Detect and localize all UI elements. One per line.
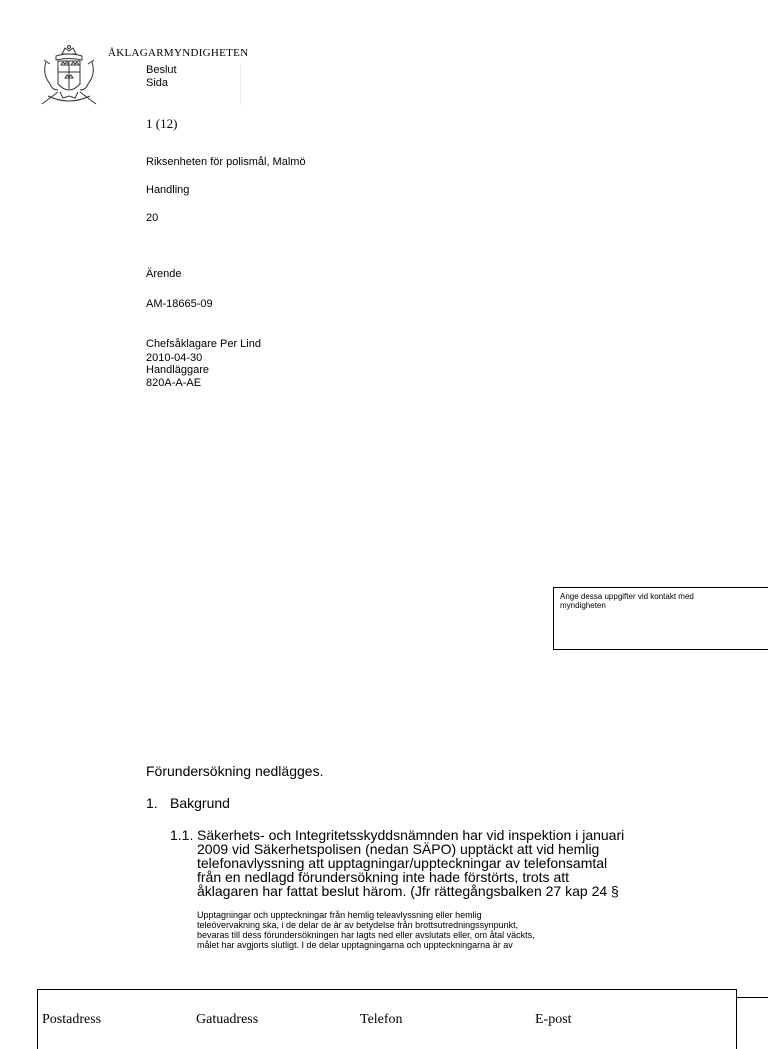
item-line: telefonavlyssning att upptagningar/uppteckningar av telefonsamtal [197, 855, 608, 871]
agency-logo [38, 44, 100, 112]
contact-box [553, 587, 768, 650]
header-divider [240, 62, 242, 106]
quote-line: teleövervakning ska, i de delar de är av betydelse från brottsutredningssynpunkt, [197, 920, 519, 930]
doc-type: Beslut [146, 64, 177, 76]
case-number: AM-18665-09 [146, 298, 213, 310]
handler-code: 820A-A-AE [146, 377, 202, 389]
document-number: 20 [146, 212, 159, 224]
section-title: Bakgrund [170, 795, 230, 811]
item-number: 1.1. [170, 827, 194, 843]
agency-name: ÅKLAGARMYNDIGHETEN [108, 47, 249, 59]
case-label: Ärende [146, 268, 182, 280]
page-label: Sida [146, 77, 169, 89]
item-line: åklagaren har fattat beslut härom. (Jfr rättegångsbalken 27 kap 24 § [197, 883, 619, 899]
item-line: Säkerhets- och Integritetsskyddsnämnden har vid inspektion i januari [197, 827, 625, 843]
footer-email-label: E-post [535, 1012, 572, 1027]
decision-statement: Förundersökning nedlägges. [146, 763, 324, 779]
decision-date: 2010-04-30 [146, 352, 203, 364]
quote-line: bevaras till dess förundersökningen har lagts ned eller avslutats eller, om åtal väckts, [197, 930, 535, 940]
prosecutor-name: Chefsåklagare Per Lind [146, 338, 261, 350]
footer-street-label: Gatuadress [196, 1012, 259, 1027]
page-number: 1 (12) [146, 116, 178, 131]
law-quote [197, 910, 657, 950]
footer-phone-label: Telefon [360, 1012, 403, 1027]
crown-coat-of-arms-icon [38, 44, 100, 112]
unit-name: Riksenheten för polismål, Malmö [146, 156, 306, 168]
document-label: Handling [146, 184, 190, 196]
quote-line: målet har avgjorts slutligt. I de delar upptagningarna och uppteckningarna är av [197, 940, 513, 950]
contact-box-text: Ange dessa uppgifter vid kontakt med myndigheten [560, 592, 694, 610]
item-paragraph [197, 828, 657, 898]
quote-line: Upptagningar och uppteckningar från hemlig teleavlyssning eller hemlig [197, 910, 482, 920]
footer-rule-extension [737, 997, 768, 998]
item-line: 2009 vid Säkerhetspolisen (nedan SÄPO) upptäckt att vid hemlig [197, 841, 600, 857]
handler-label: Handläggare [146, 364, 209, 376]
item-line: från en nedlagd förundersökning inte hade förstörts, trots att [197, 869, 570, 885]
footer-postal-label: Postadress [42, 1012, 102, 1027]
section-number: 1. [146, 795, 158, 811]
